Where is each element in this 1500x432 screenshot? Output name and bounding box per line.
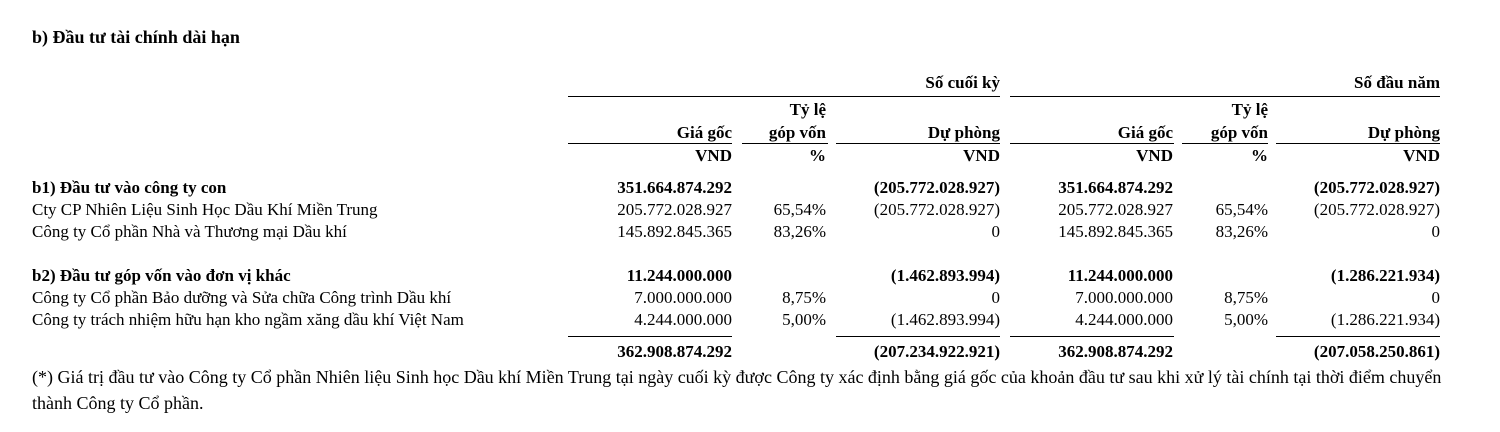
row-label: Công ty trách nhiệm hữu hạn kho ngầm xăng dầu khí Việt Nam (32, 310, 464, 329)
cell-end-provision: (1.462.893.994) (890, 310, 1000, 329)
total-end-provision: (207.234.922.921) (873, 342, 1000, 361)
total-start-provision: (207.058.250.861) (1313, 342, 1440, 361)
footnote: (*) Giá trị đầu tư vào Công ty Cổ phần Nhiên liệu Sinh học Dầu khí Miền Trung tại ngày cuối kỳ được Công ty xác định bằng giá gốc của khoản đầu tư sau khi xử lý tài chính tại thời điểm chuyển thành Công ty Cổ phần. (32, 367, 1442, 413)
cell-end-cost: 7.000.000.000 (634, 288, 732, 307)
cell-end-cost: 351.664.874.292 (617, 178, 732, 197)
cell-end-cost: 145.892.845.365 (617, 222, 732, 241)
cell-start-cost: 4.244.000.000 (1075, 310, 1173, 329)
row-label: Công ty Cổ phần Nhà và Thương mại Dầu khí (32, 222, 347, 241)
group-header-start: Số đầu năm (1354, 73, 1440, 92)
cell-start-ratio: 83,26% (1215, 222, 1268, 241)
unit-ratio-start: % (1251, 146, 1268, 165)
col-cost-end: Giá gốc (676, 123, 732, 142)
header-underline (742, 143, 828, 144)
cell-end-cost: 11.244.000.000 (626, 266, 732, 285)
cell-start-ratio: 65,54% (1215, 200, 1268, 219)
total-line (568, 336, 732, 337)
col-ratio-line1-start: Tỷ lệ (1231, 100, 1268, 119)
cell-end-provision: (1.462.893.994) (890, 266, 1000, 285)
unit-cost-end: VND (695, 146, 732, 165)
cell-start-cost: 11.244.000.000 (1067, 266, 1173, 285)
cell-end-provision: (205.772.028.927) (873, 200, 1000, 219)
cell-start-cost: 205.772.028.927 (1058, 200, 1173, 219)
cell-end-provision: (205.772.028.927) (873, 178, 1000, 197)
cell-end-ratio: 8,75% (782, 288, 826, 307)
row-label: b1) Đầu tư vào công ty con (32, 178, 227, 197)
group-underline-start (1010, 96, 1440, 97)
total-line (1276, 336, 1440, 337)
cell-start-cost: 145.892.845.365 (1058, 222, 1173, 241)
unit-provision-end: VND (963, 146, 1000, 165)
unit-provision-start: VND (1403, 146, 1440, 165)
total-line (1010, 336, 1174, 337)
cell-end-ratio: 5,00% (782, 310, 826, 329)
cell-end-cost: 4.244.000.000 (634, 310, 732, 329)
cell-end-ratio: 65,54% (773, 200, 826, 219)
cell-end-ratio: 83,26% (773, 222, 826, 241)
cell-start-provision: (205.772.028.927) (1313, 200, 1440, 219)
total-end-cost: 362.908.874.292 (617, 342, 732, 361)
header-underline (1182, 143, 1268, 144)
cell-start-provision: (205.772.028.927) (1313, 178, 1440, 197)
col-ratio-line2-start: góp vốn (1210, 123, 1268, 142)
col-provision-start: Dự phòng (1367, 123, 1440, 142)
cell-start-ratio: 5,00% (1224, 310, 1268, 329)
unit-cost-start: VND (1136, 146, 1173, 165)
cell-start-cost: 7.000.000.000 (1075, 288, 1173, 307)
cell-start-cost: 351.664.874.292 (1058, 178, 1173, 197)
row-label: Cty CP Nhiên Liệu Sinh Học Dầu Khí Miền Trung (32, 200, 378, 219)
col-ratio-line1-end: Tỷ lệ (789, 100, 826, 119)
unit-ratio-end: % (809, 146, 826, 165)
cell-start-provision: 0 (1431, 222, 1440, 241)
col-provision-end: Dự phòng (927, 123, 1000, 142)
group-underline-end (568, 96, 1000, 97)
total-line (836, 336, 1000, 337)
group-header-end: Số cuối kỳ (925, 73, 1000, 92)
cell-start-provision: (1.286.221.934) (1330, 310, 1440, 329)
col-cost-start: Giá gốc (1117, 123, 1173, 142)
total-start-cost: 362.908.874.292 (1058, 342, 1173, 361)
cell-end-provision: 0 (991, 222, 1000, 241)
cell-start-ratio: 8,75% (1224, 288, 1268, 307)
cell-start-provision: 0 (1431, 288, 1440, 307)
cell-end-provision: 0 (991, 288, 1000, 307)
cell-end-cost: 205.772.028.927 (617, 200, 732, 219)
section-title: b) Đầu tư tài chính dài hạn (32, 27, 240, 47)
cell-start-provision: (1.286.221.934) (1330, 266, 1440, 285)
row-label: Công ty Cổ phần Bảo dưỡng và Sửa chữa Công trình Dầu khí (32, 288, 452, 307)
col-ratio-line2-end: góp vốn (768, 123, 826, 142)
header-underline (568, 143, 732, 144)
header-underline (1010, 143, 1174, 144)
row-label: b2) Đầu tư góp vốn vào đơn vị khác (32, 266, 291, 285)
header-underline (1276, 143, 1440, 144)
header-underline (836, 143, 1000, 144)
